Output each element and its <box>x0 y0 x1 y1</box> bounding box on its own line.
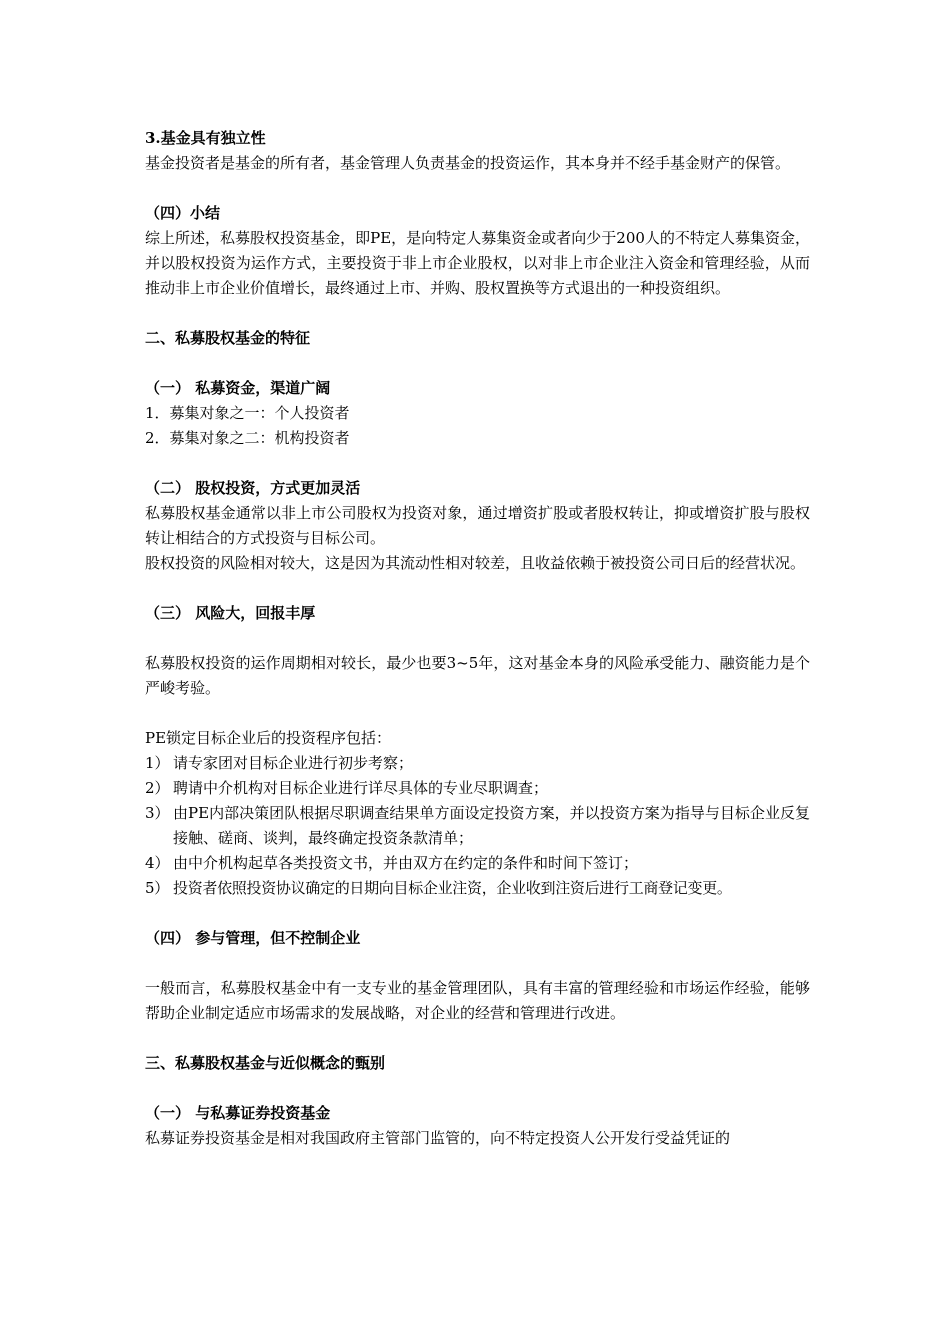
heading-section-2: 二、私募股权基金的特征 <box>145 329 311 347</box>
list-item <box>145 401 810 426</box>
document-body <box>145 126 810 1151</box>
list-item-number: 4） <box>145 854 170 872</box>
heading-summary: （四）小结 <box>145 204 221 222</box>
heading-section-3-1: （一） 与私募证券投资基金 <box>145 1104 331 1122</box>
list-item <box>145 776 810 801</box>
list-item <box>145 801 810 851</box>
list-item <box>145 426 810 451</box>
list-item-text: 聘请中介机构对目标企业进行详尽具体的专业尽职调查； <box>173 779 549 797</box>
paragraph-equity-investment: 私募股权基金通常以非上市公司股权为投资对象，通过增资扩股或者股权转让，抑或增资扩股与股权转让相结合的方式投资与目标公司。 <box>145 504 810 547</box>
list-item-text: 请专家团对目标企业进行初步考察； <box>173 754 414 772</box>
list-item-text: 由PE内部决策团队根据尽职调查结果单方面设定投资方案，并以投资方案为指导与目标企业反复接触、磋商、谈判，最终确定投资条款清单； <box>173 804 810 847</box>
paragraph-equity-risk: 股权投资的风险相对较大，这是因为其流动性相对较差，且收益依赖于被投资公司日后的经营状况。 <box>145 554 806 572</box>
list-item-text: 募集对象之一：个人投资者 <box>169 404 350 422</box>
list-item-number: 1） <box>145 754 170 772</box>
paragraph-management: 一般而言，私募股权基金中有一支专业的基金管理团队，具有丰富的管理经验和市场运作经验，能够帮助企业制定适应市场需求的发展战略，对企业的经营和管理进行改进。 <box>145 979 810 1022</box>
paragraph-operation-cycle: 私募股权投资的运作周期相对较长，最少也要3~5年，这对基金本身的风险承受能力、融资能力是个严峻考验。 <box>145 654 810 697</box>
list-item-text: 募集对象之二：机构投资者 <box>169 429 350 447</box>
list-item <box>145 751 810 776</box>
paragraph-procedure-intro: PE锁定目标企业后的投资程序包括： <box>145 729 392 747</box>
heading-section-2-3: （三） 风险大，回报丰厚 <box>145 604 316 622</box>
list-item-number: 5） <box>145 879 169 897</box>
list-item-number: 1． <box>145 404 170 422</box>
heading-section-2-1: （一） 私募资金，渠道广阔 <box>145 379 331 397</box>
list-item-number: 2） <box>145 779 170 797</box>
list-item-text: 投资者依照投资协议确定的日期向目标企业注资，企业收到注资后进行工商登记变更。 <box>173 879 732 897</box>
list-item-number: 2． <box>145 429 170 447</box>
heading-section-2-4: （四） 参与管理，但不控制企业 <box>145 929 361 947</box>
heading-independence: 3.基金具有独立性 <box>145 129 266 147</box>
list-item <box>145 876 810 901</box>
list-item <box>145 851 810 876</box>
paragraph-independence: 基金投资者是基金的所有者，基金管理人负责基金的投资运作，其本身并不经手基金财产的保管。 <box>145 154 791 172</box>
heading-section-3: 三、私募股权基金与近似概念的甄别 <box>145 1054 386 1072</box>
list-item-text: 由中介机构起草各类投资文书，并由双方在约定的条件和时间下签订； <box>173 854 639 872</box>
heading-section-2-2: （二） 股权投资，方式更加灵活 <box>145 479 361 497</box>
paragraph-summary: 综上所述，私募股权投资基金，即PE，是向特定人募集资金或者向少于200人的不特定人募集资金，并以股权投资为运作方式，主要投资于非上市企业股权，以对非上市企业注入资金和管理经验，从而推动非上市企业价值增长，最终通过上市、并购、股权置换等方式退出的一种投资组织。 <box>145 229 810 297</box>
list-item-number: 3） <box>145 804 170 822</box>
paragraph-private-securities-fund: 私募证券投资基金是相对我国政府主管部门监管的，向不特定投资人公开发行受益凭证的 <box>145 1129 731 1147</box>
